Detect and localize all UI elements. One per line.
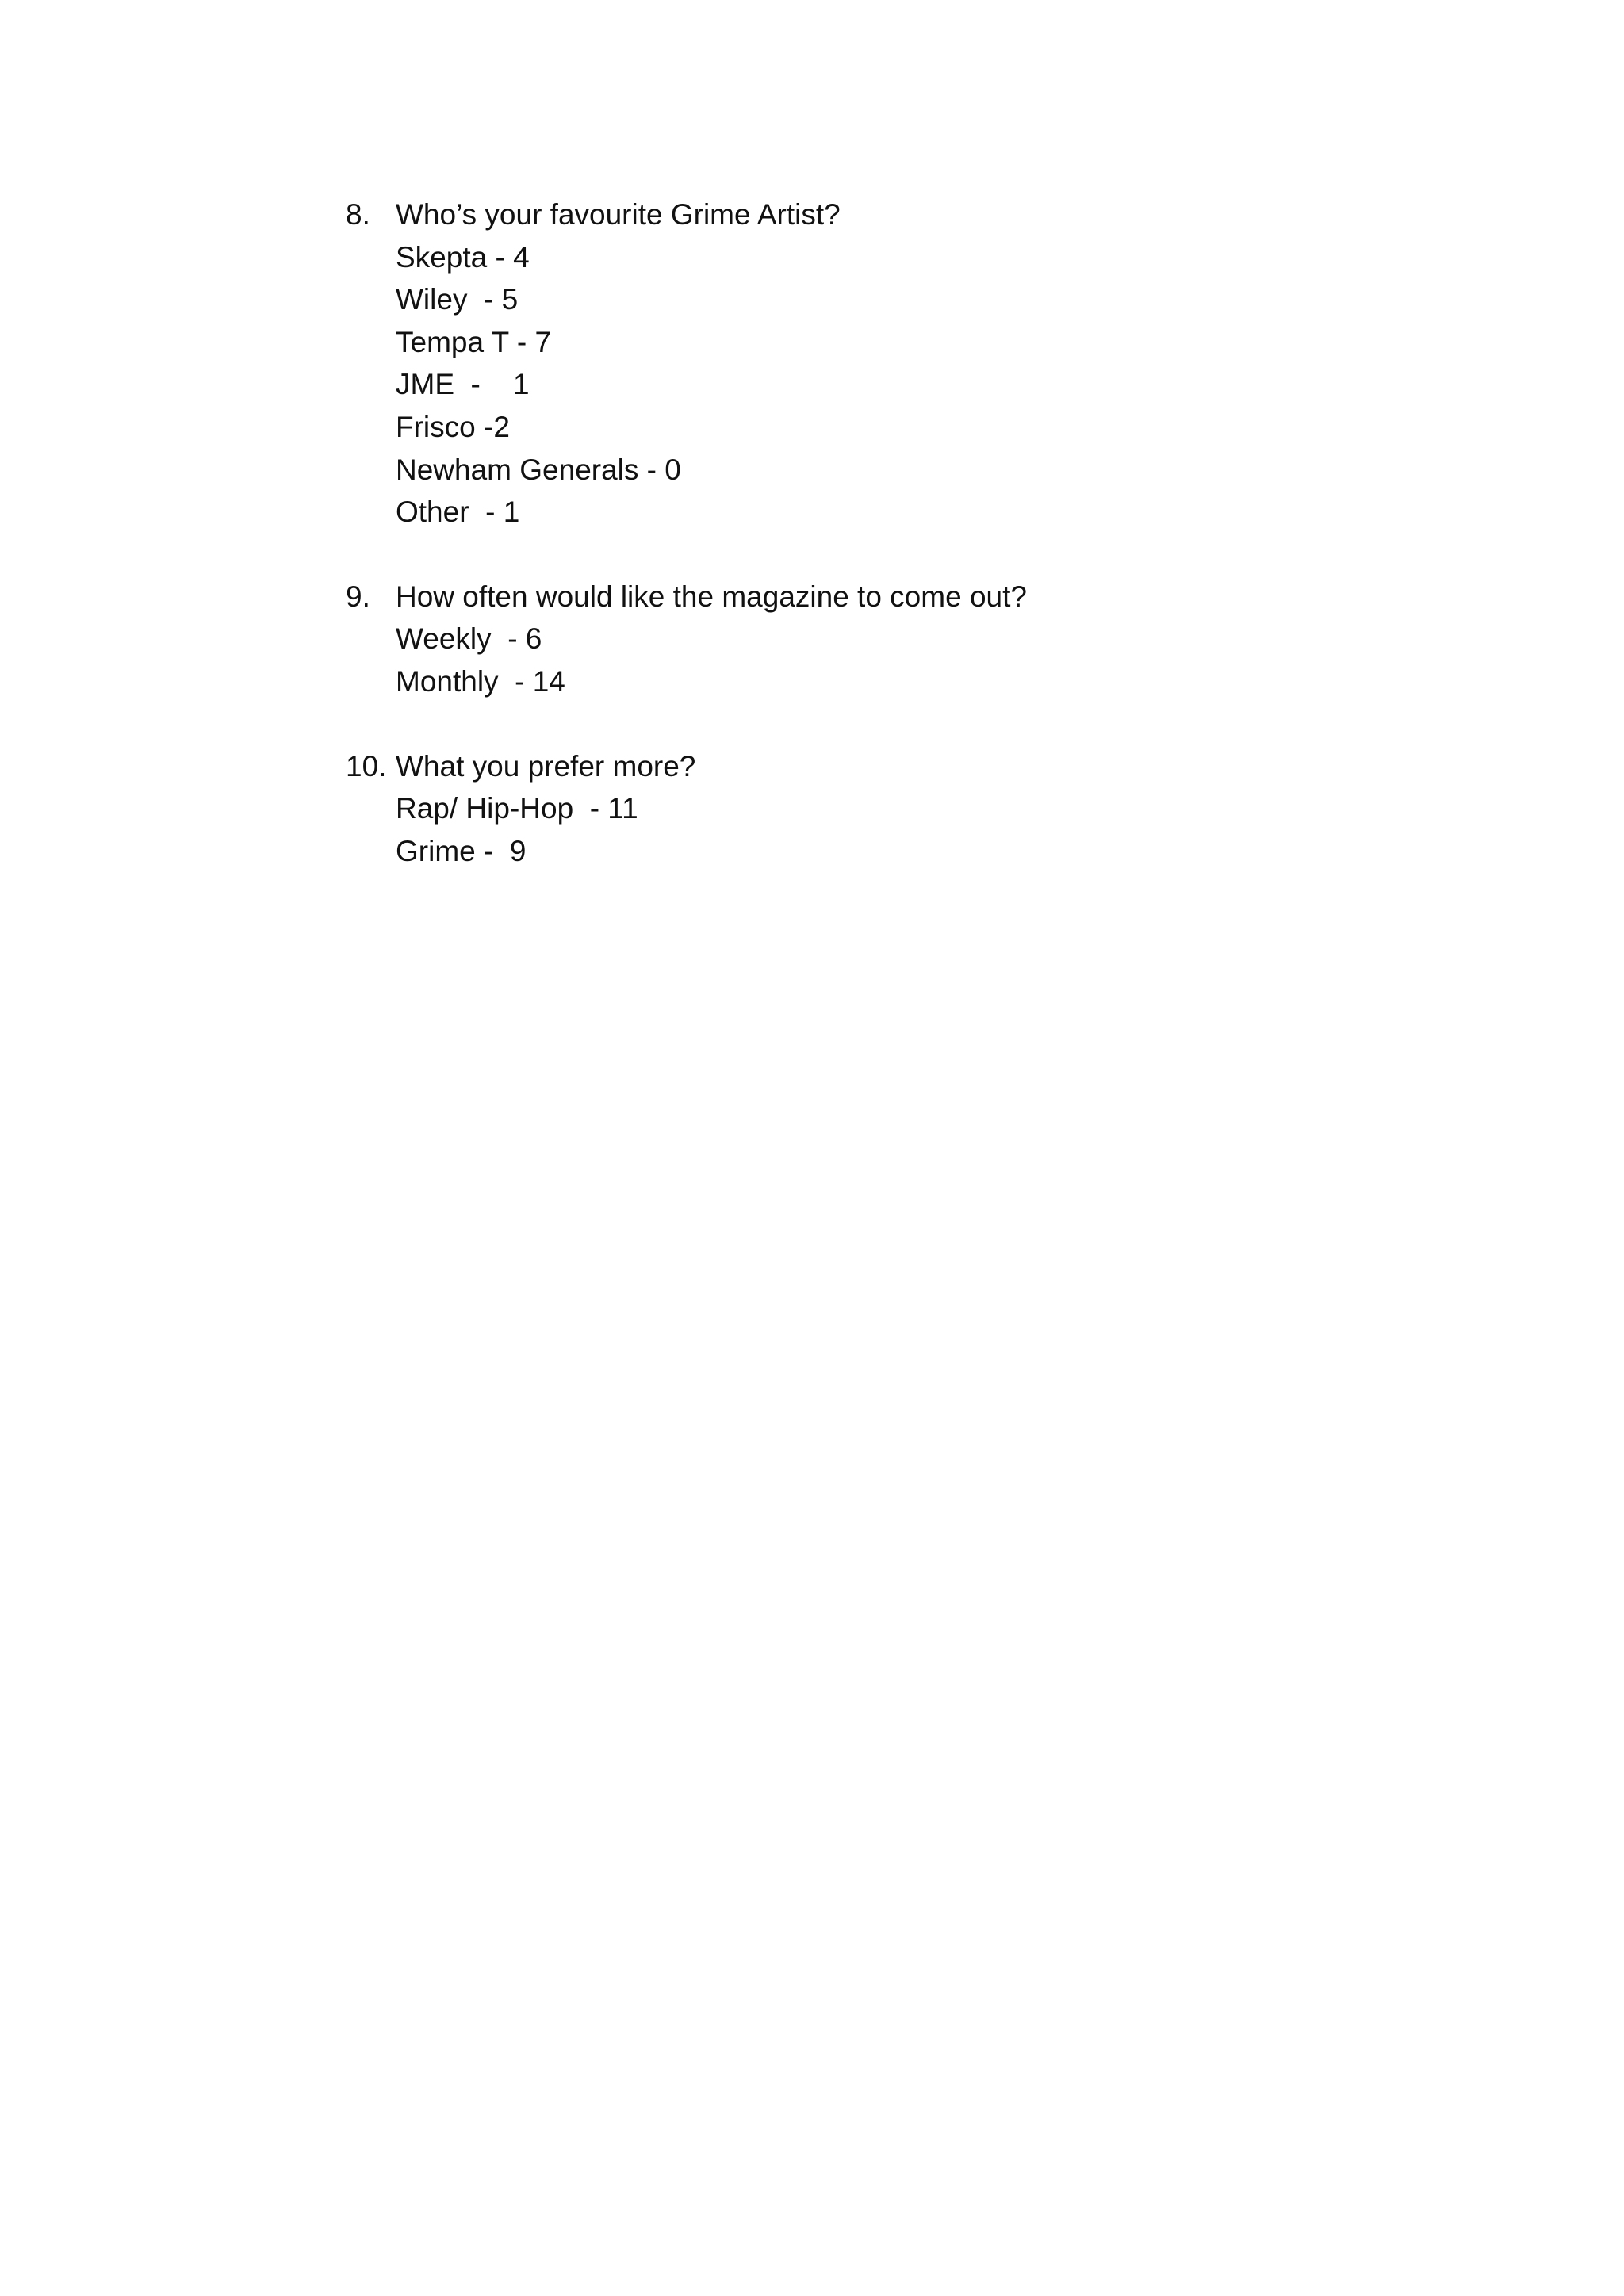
- question-text: Who’s your favourite Grime Artist?: [396, 198, 841, 231]
- answer-item: Newham Generals - 0: [396, 453, 681, 486]
- question-number: 9.: [346, 580, 370, 613]
- answer-item: JME - 1: [396, 368, 530, 401]
- answer-list: [346, 787, 1377, 872]
- question-line: [346, 193, 1377, 236]
- question-8: [346, 193, 1377, 534]
- question-text: What you prefer more?: [396, 749, 696, 783]
- question-9: [346, 576, 1377, 703]
- answer-item: Wiley - 5: [396, 283, 519, 316]
- answer-list: [346, 618, 1377, 702]
- survey-results: [346, 193, 1377, 914]
- question-number: 10.: [346, 749, 387, 783]
- question-line: [346, 745, 1377, 788]
- answer-item: Skepta - 4: [396, 240, 530, 274]
- question-line: [346, 576, 1377, 618]
- answer-item: Frisco -2: [396, 410, 510, 443]
- answer-item: Tempa T - 7: [396, 325, 552, 358]
- question-text: How often would like the magazine to come out?: [396, 580, 1027, 613]
- answer-item: Weekly - 6: [396, 622, 542, 656]
- answer-item: Grime - 9: [396, 834, 527, 867]
- answer-item: Other - 1: [396, 496, 520, 529]
- answer-list: [346, 236, 1377, 534]
- question-number: 8.: [346, 198, 370, 231]
- question-10: [346, 745, 1377, 873]
- answer-item: Rap/ Hip-Hop - 11: [396, 792, 638, 825]
- answer-item: Monthly - 14: [396, 664, 565, 698]
